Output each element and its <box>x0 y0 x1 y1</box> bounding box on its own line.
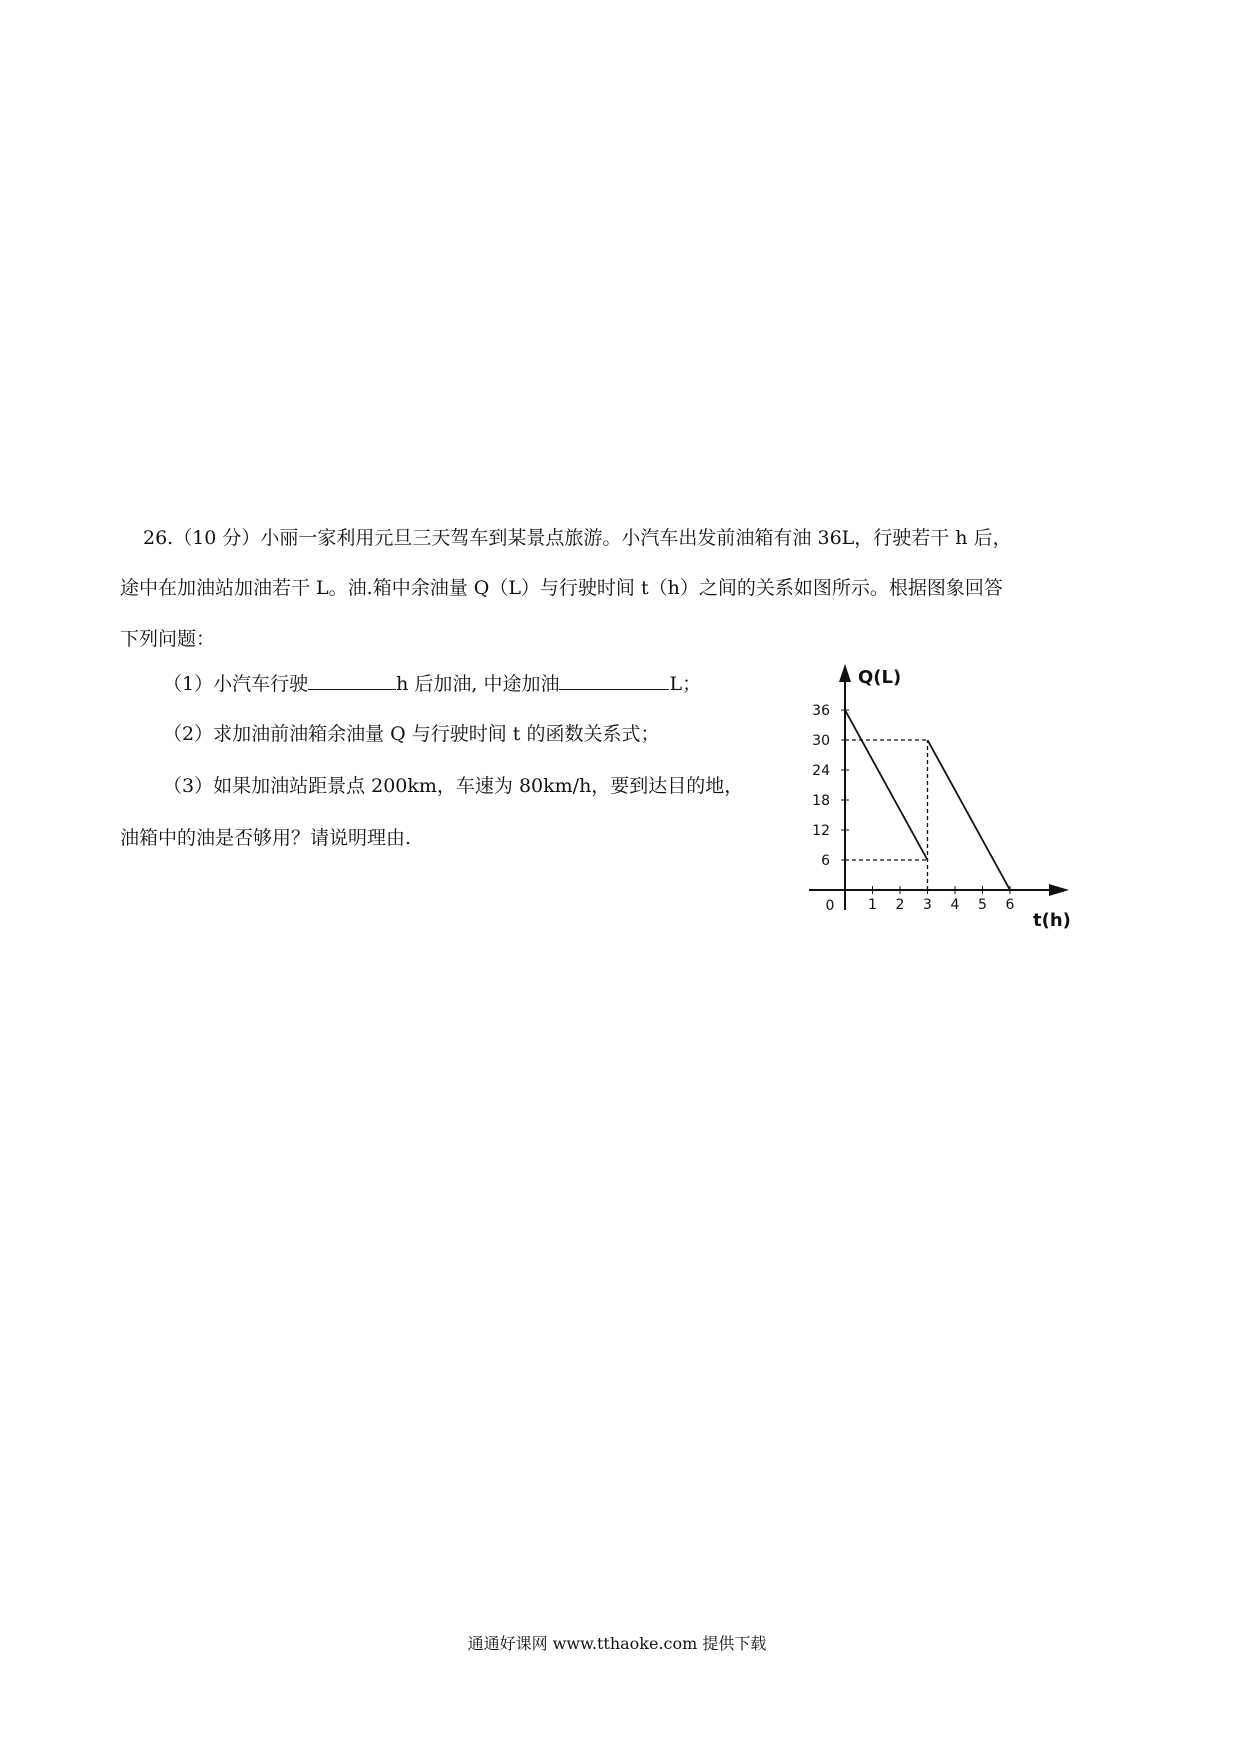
x-tick-label: 4 <box>950 897 960 913</box>
y-tick-label: 12 <box>812 823 830 839</box>
x-tick-label: 1 <box>868 897 877 913</box>
y-tick-label: 6 <box>821 853 830 869</box>
series-line-2 <box>928 740 1011 890</box>
problem-line-1: 26.（10 分）小丽一家利用元旦三天驾车到某景点旅游。小汽车出发前油箱有油 36L，行驶若干 h 后， <box>143 527 1012 549</box>
problem-line-3: 下列问题： <box>120 628 216 650</box>
x-tick-label: 6 <box>1005 897 1015 913</box>
fuel-time-graph <box>795 660 1075 940</box>
data-series <box>845 710 1010 890</box>
question-1-text-c: L； <box>669 673 702 695</box>
x-axis-arrow-icon <box>1049 884 1069 896</box>
answer-blank-1 <box>308 671 396 690</box>
x-axis-label: t(h) <box>1033 910 1071 931</box>
y-ticks <box>812 703 849 869</box>
series-line-1 <box>845 710 928 860</box>
question-1 <box>163 671 701 696</box>
question-2: （2）求加油前油箱余油量 Q 与行驶时间 t 的函数关系式； <box>163 723 660 745</box>
dashed-guides <box>845 740 928 890</box>
footer-credit: 通通好课网 www.tthaoke.com 提供下载 <box>467 1634 767 1653</box>
answer-blank-2 <box>559 671 669 690</box>
origin-label: 0 <box>825 898 835 914</box>
question-3-line-2: 油箱中的油是否够用？请说明理由. <box>120 827 412 849</box>
y-axis-label: Q(L) <box>858 667 902 688</box>
y-tick-label: 18 <box>812 793 830 809</box>
problem-line-2: 途中在加油站加油若干 L。油.箱中余油量 Q（L）与行驶时间 t（h）之间的关系如图所示。根据图象回答 <box>120 577 1003 599</box>
x-tick-label: 5 <box>978 897 987 913</box>
question-1-text-a: （1）小汽车行驶 <box>163 673 309 695</box>
question-1-text-b: h 后加油, 中途加油 <box>396 673 560 695</box>
y-tick-label: 30 <box>812 733 830 749</box>
question-3-line-1: （3）如果加油站距景点 200km，车速为 80km/h，要到达目的地， <box>163 775 744 797</box>
x-tick-label: 3 <box>923 897 932 913</box>
x-tick-label: 2 <box>895 897 905 913</box>
y-tick-label: 36 <box>812 703 830 719</box>
y-axis-arrow-icon <box>839 664 851 682</box>
y-tick-label: 24 <box>812 763 830 779</box>
